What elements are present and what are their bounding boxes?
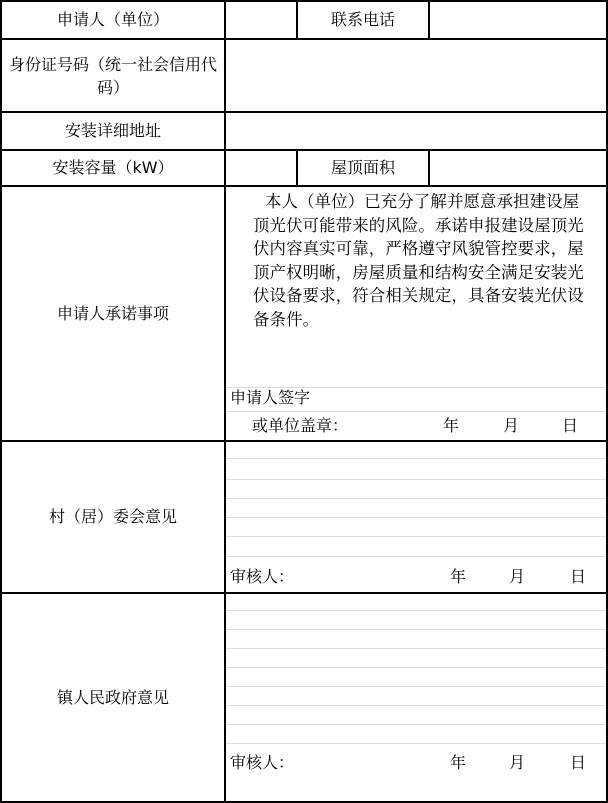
date-year: 年: [443, 416, 460, 435]
commitment-label: 申请人承诺事项: [56, 303, 169, 323]
roof-area-label: 屋顶面积: [330, 158, 395, 177]
date-month: 月: [509, 753, 526, 772]
applicant-input[interactable]: [226, 2, 296, 38]
address-label: 安装详细地址: [64, 121, 161, 140]
date-month: 月: [503, 416, 520, 435]
address-input[interactable]: [226, 113, 606, 149]
village-reviewer-label: 审核人：: [230, 567, 295, 586]
village-opinion-label: 村（居）委会意见: [48, 507, 177, 526]
date-day: 日: [570, 753, 587, 772]
seal-label: 或单位盖章：: [252, 416, 349, 435]
signature-label: 申请人签字: [230, 388, 311, 407]
id-number-input[interactable]: [226, 40, 606, 111]
town-opinion-label: 镇人民政府意见: [56, 687, 169, 707]
gridline: [226, 411, 606, 412]
date-day: 日: [570, 567, 587, 586]
town-opinion-input[interactable]: [226, 594, 606, 744]
id-number-label: 身份证号码（统一社会信用代码）: [8, 54, 217, 97]
commitment-text: 本人（单位）已充分了解并愿意承担建设屋顶光伏可能带来的风险。承诺申报建设屋顶光伏内容真实可靠，严格遵守风貌管控要求，屋顶产权明晰，房屋质量和结构安全满足安装光伏设备要求，符合相关规定，具备安装光伏设备条件。: [253, 192, 584, 329]
applicant-label: 申请人（单位）: [56, 10, 169, 29]
phone-label: 联系电话: [330, 10, 395, 29]
capacity-label: 安装容量（kW）: [52, 158, 174, 177]
capacity-input[interactable]: [226, 151, 296, 185]
phone-input[interactable]: [430, 2, 606, 38]
village-opinion-input[interactable]: [226, 442, 606, 557]
date-day: 日: [562, 416, 579, 435]
date-year: 年: [450, 567, 467, 586]
town-reviewer-label: 审核人：: [230, 753, 295, 772]
roof-area-input[interactable]: [430, 151, 606, 185]
date-year: 年: [450, 753, 467, 772]
date-month: 月: [509, 567, 526, 586]
